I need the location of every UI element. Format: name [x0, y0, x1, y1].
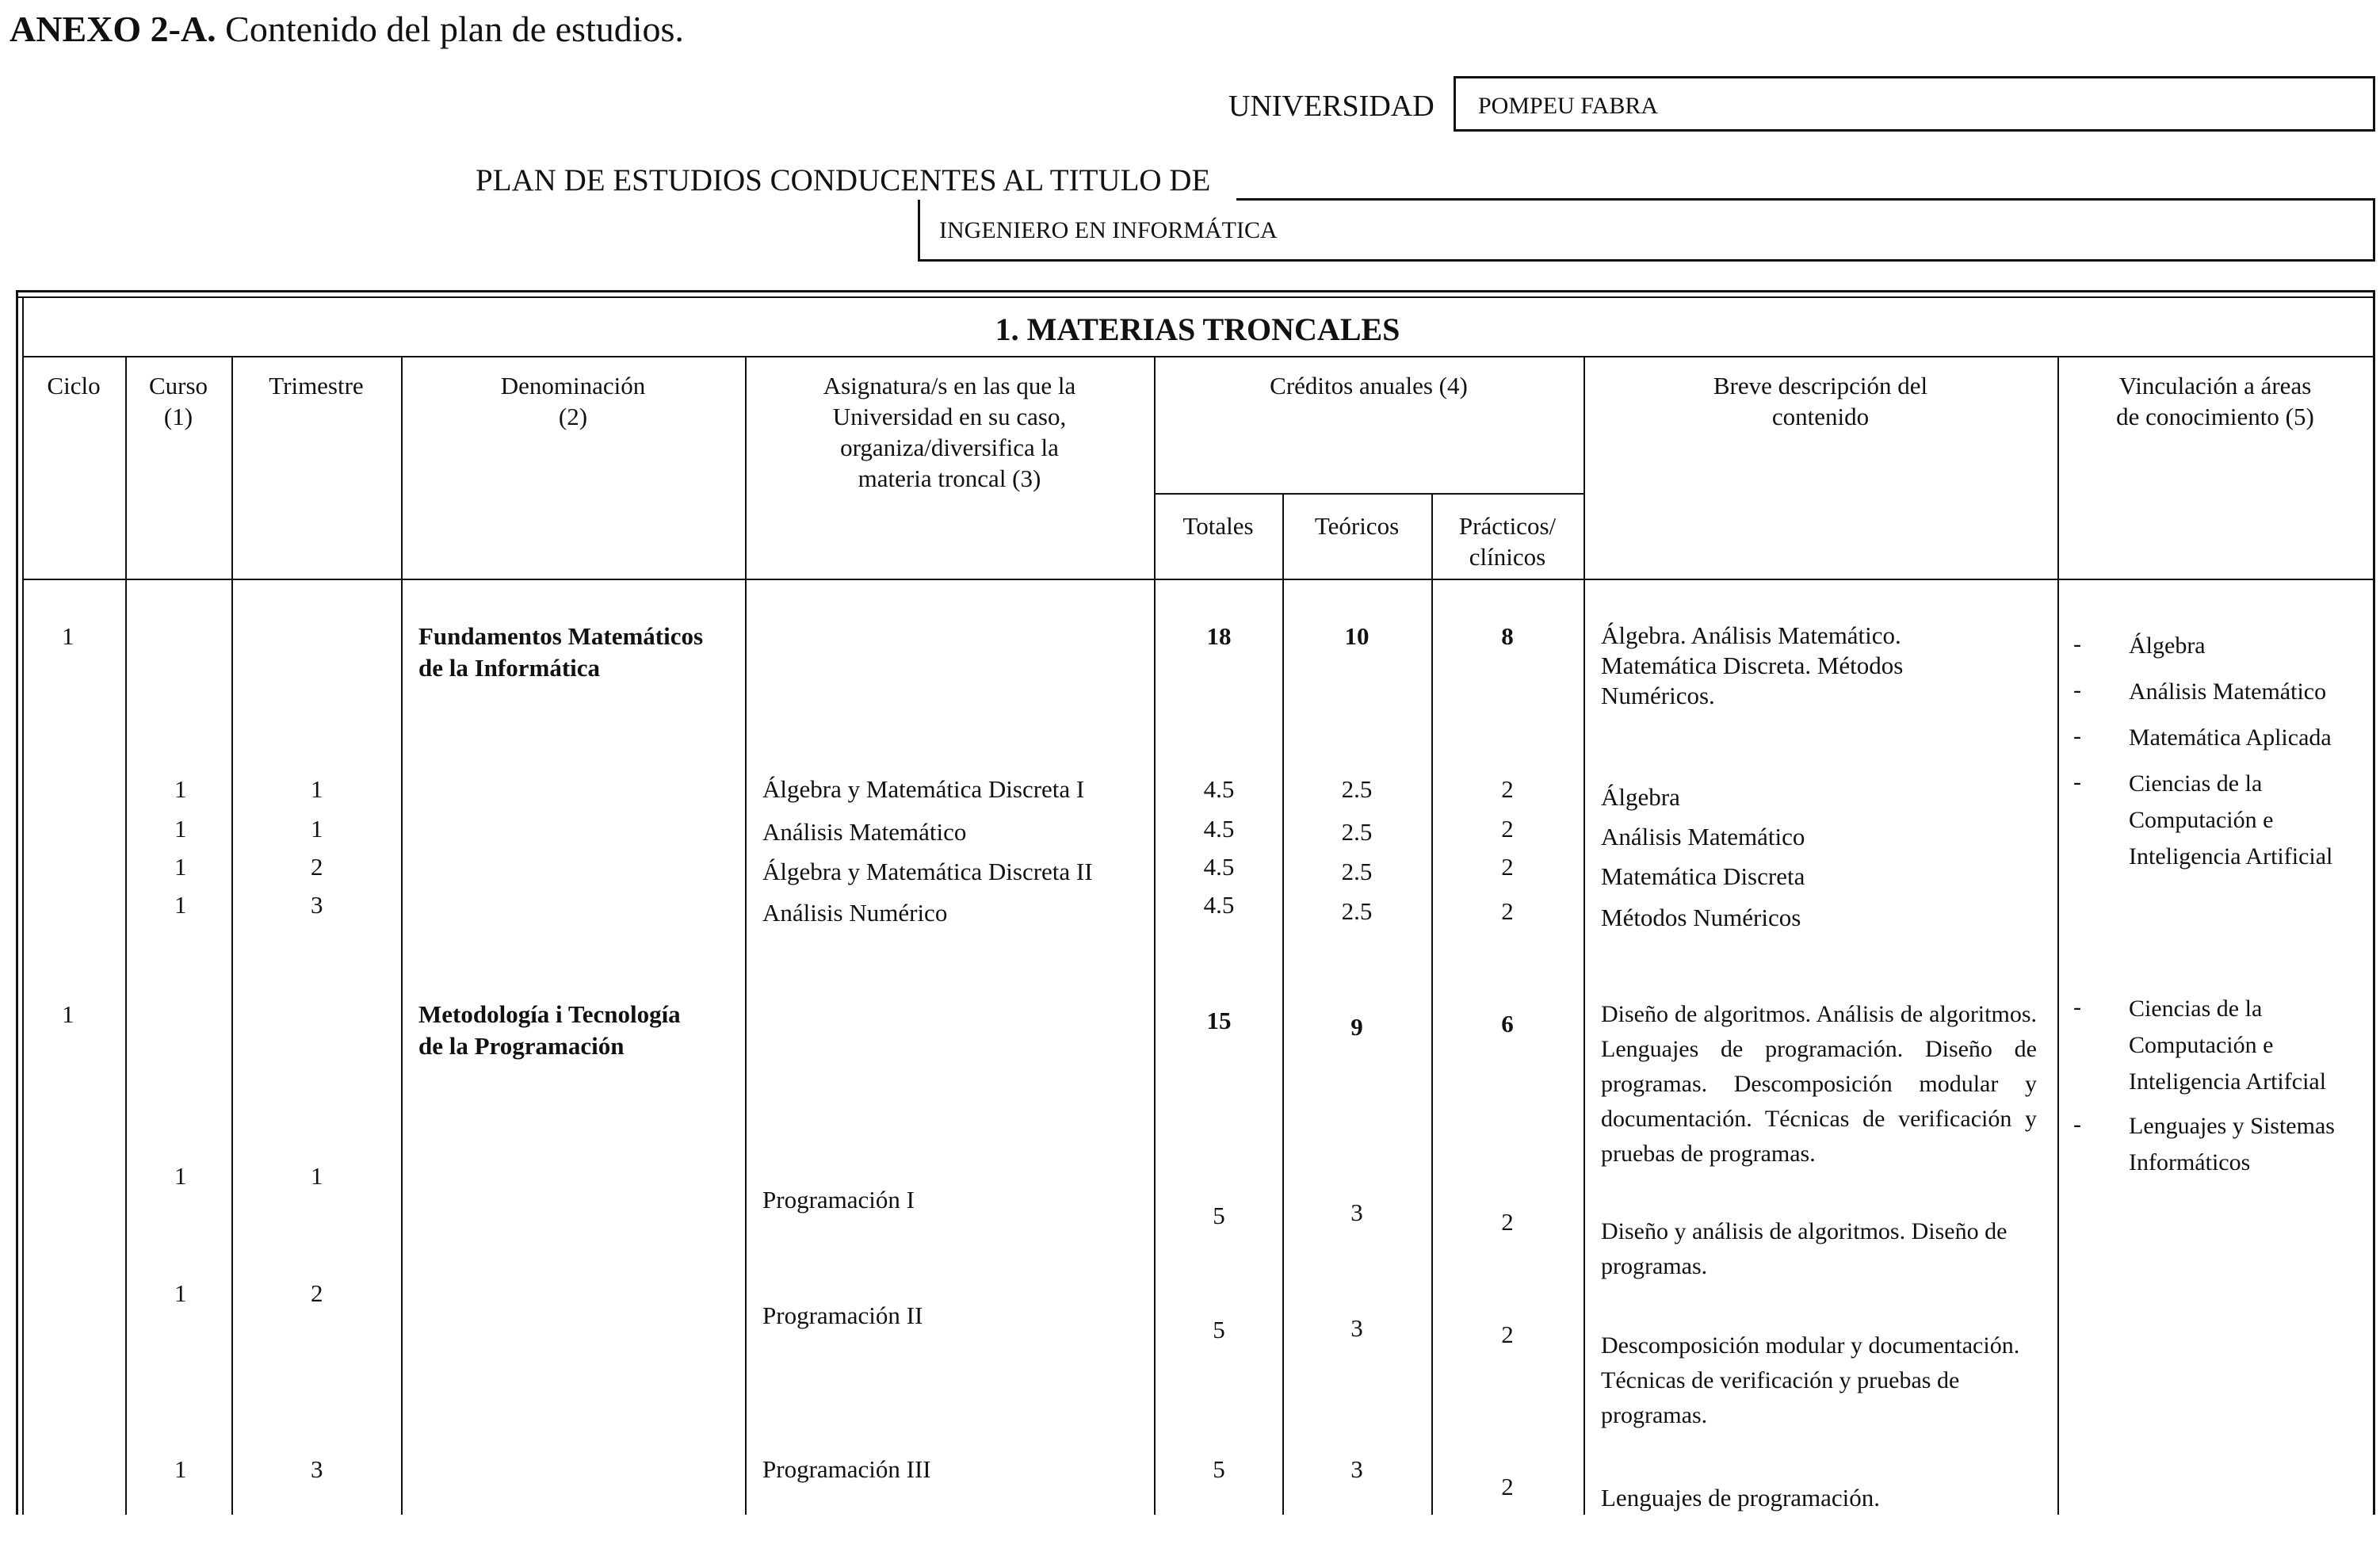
- table-row-descripcion: Descomposición modular y documentación. Técnicas de verificación y pruebas de programas.: [1601, 1332, 2020, 1428]
- col-rule-denominacion: [745, 356, 747, 1515]
- table-row-teoricos: 3: [1350, 1314, 1363, 1342]
- table-frame-right: [2373, 290, 2375, 1515]
- table-row-practicos: 2: [1501, 853, 1514, 881]
- table-row-practicos: 2: [1501, 1473, 1514, 1500]
- table-row-asignatura: Álgebra y Matemática Discreta I: [762, 775, 1085, 803]
- table-row-practicos: 2: [1501, 815, 1514, 843]
- group2-area-2: Lenguajes y Sistemas Informáticos: [2129, 1113, 2335, 1175]
- table-row-curso: 1: [174, 853, 187, 881]
- table-row-totales: 4.5: [1203, 853, 1235, 881]
- table-row-practicos: 2: [1501, 1320, 1514, 1348]
- col-header-curso: Curso (1): [148, 372, 208, 430]
- table-row-trimestre: 3: [311, 891, 323, 919]
- table-row-teoricos: 2.5: [1341, 858, 1373, 885]
- universidad-label: UNIVERSIDAD: [1228, 90, 1434, 123]
- group1-area-3: Matemática Aplicada: [2129, 724, 2332, 751]
- table-row-asignatura: Programación III: [762, 1455, 931, 1483]
- bullet-dash: -: [2073, 677, 2081, 703]
- table-row-practicos: 2: [1501, 897, 1514, 925]
- group2-denominacion: Metodología i Tecnología de la Programación: [418, 1000, 681, 1060]
- table-row-teoricos: 3: [1350, 1198, 1363, 1226]
- col-header-denominacion: Denominación (2): [500, 372, 646, 430]
- table-row-curso: 1: [174, 1279, 187, 1307]
- col-rule-curso: [231, 356, 233, 1515]
- table-row-totales: 5: [1213, 1455, 1225, 1483]
- table-row-trimestre: 1: [311, 775, 323, 803]
- col-rule-totales: [1282, 493, 1284, 1515]
- bullet-dash: -: [2073, 994, 2081, 1020]
- table-row-totales: 5: [1213, 1202, 1225, 1229]
- table-row-trimestre: 2: [311, 853, 323, 881]
- col-header-trimestre: Trimestre: [269, 372, 364, 399]
- col-rule-teoricos: [1431, 493, 1433, 1515]
- table-row-asignatura: Programación II: [762, 1301, 923, 1329]
- table-row-practicos: 2: [1501, 775, 1514, 803]
- group1-area-2: Análisis Matemático: [2129, 678, 2327, 705]
- group2-ciclo: 1: [62, 1000, 74, 1028]
- table-row-teoricos: 3: [1350, 1455, 1363, 1483]
- table-row-curso: 1: [174, 1455, 187, 1483]
- col-header-teoricos: Teóricos: [1314, 512, 1400, 540]
- table-row-totales: 4.5: [1203, 815, 1235, 843]
- header-rule-bottom: [22, 579, 2373, 580]
- table-row-asignatura: Análisis Matemático: [762, 818, 967, 846]
- group2-area-1: Ciencias de la Computación e Inteligencia Artifcial: [2129, 996, 2327, 1095]
- annex-subtitle: Contenido del plan de estudios.: [216, 9, 684, 49]
- group1-descripcion: Álgebra. Análisis Matemático. Matemática Discreta. Métodos Numéricos.: [1601, 621, 1904, 709]
- table-row-practicos: 2: [1501, 1208, 1514, 1236]
- col-header-ciclo: Ciclo: [47, 372, 101, 399]
- group1-teoricos: 10: [1344, 622, 1370, 650]
- bullet-dash: -: [2073, 723, 2081, 749]
- group2-totales: 15: [1206, 1007, 1232, 1034]
- bullet-dash: -: [2073, 1111, 2081, 1137]
- table-frame-top: [16, 290, 2375, 292]
- table-row-asignatura: Álgebra y Matemática Discreta II: [762, 858, 1093, 885]
- table-row-curso: 1: [174, 1162, 187, 1190]
- col-rule-ciclo: [125, 356, 127, 1515]
- bullet-dash: -: [2073, 769, 2081, 795]
- col-header-practicos: Prácticos/ clínicos: [1458, 512, 1557, 571]
- group1-ciclo: 1: [62, 622, 74, 650]
- table-row-asignatura: Programación I: [762, 1186, 915, 1213]
- group2-teoricos: 9: [1350, 1013, 1363, 1041]
- col-header-totales: Totales: [1182, 512, 1254, 540]
- table-row-totales: 4.5: [1203, 891, 1235, 919]
- table-row-trimestre: 1: [311, 815, 323, 843]
- group2-descripcion: Diseño de algoritmos. Análisis de algoritmos. Lenguajes de programación. Diseño de programas. Descomposición modular y documentación. Técnicas de verificación y pruebas de programas.: [1601, 1001, 2037, 1167]
- titulo-value: INGENIERO EN INFORMÁTICA: [918, 200, 2375, 262]
- table-row-descripcion: Diseño y análisis de algoritmos. Diseño de programas.: [1601, 1218, 2008, 1279]
- col-header-creditos: Créditos anuales (4): [1270, 372, 1468, 399]
- col-header-asignaturas: Asignatura/s en las que la Universidad en su caso, organiza/diversifica la materia troncal (3): [823, 372, 1076, 492]
- group1-totales: 18: [1206, 622, 1232, 650]
- header-rule-top: [22, 356, 2373, 357]
- col-rule-creditos: [1583, 356, 1585, 1515]
- universidad-value: POMPEU FABRA: [1454, 76, 2375, 132]
- col-rule-trimestre: [401, 356, 403, 1515]
- table-row-trimestre: 3: [311, 1455, 323, 1483]
- table-frame-left-inner: [22, 296, 24, 1515]
- table-row-totales: 5: [1213, 1316, 1225, 1343]
- annex-label: ANEXO 2-A.: [10, 9, 216, 49]
- table-row-trimestre: 2: [311, 1279, 323, 1307]
- table-row-teoricos: 2.5: [1341, 818, 1373, 846]
- section-title: 1. MATERIAS TRONCALES: [995, 311, 1400, 347]
- group1-practicos: 8: [1501, 622, 1514, 650]
- table-row-descripcion: Análisis Matemático: [1601, 823, 1805, 850]
- table-row-descripcion: Lenguajes de programación.: [1601, 1484, 1881, 1512]
- table-frame-left: [16, 290, 18, 1515]
- table-row-teoricos: 2.5: [1341, 775, 1373, 803]
- table-row-curso: 1: [174, 815, 187, 843]
- table-row-teoricos: 2.5: [1341, 897, 1373, 925]
- table-row-curso: 1: [174, 775, 187, 803]
- table-row-curso: 1: [174, 891, 187, 919]
- table-row-totales: 4.5: [1203, 775, 1235, 803]
- group1-denominacion: Fundamentos Matemáticos de la Informática: [418, 622, 704, 682]
- table-frame-top-inner: [16, 296, 2375, 298]
- group1-area-4: Ciencias de la Computación e Inteligencia Artificial: [2129, 770, 2333, 869]
- bullet-dash: -: [2073, 631, 2081, 657]
- plan-label: PLAN DE ESTUDIOS CONDUCENTES AL TITULO DE: [476, 163, 1211, 197]
- group2-practicos: 6: [1501, 1010, 1514, 1038]
- table-row-trimestre: 1: [311, 1162, 323, 1190]
- col-header-descripcion: Breve descripción del contenido: [1713, 372, 1928, 430]
- group1-area-1: Álgebra: [2129, 633, 2206, 659]
- col-header-vinculacion: Vinculación a áreas de conocimiento (5): [2116, 372, 2314, 430]
- table-row-descripcion: Matemática Discreta: [1601, 862, 1805, 890]
- table-row-descripcion: Álgebra: [1601, 783, 1680, 811]
- annex-title: [10, 8, 684, 50]
- table-row-asignatura: Análisis Numérico: [762, 899, 948, 927]
- creditos-subrule: [1154, 493, 1583, 495]
- col-rule-descripcion: [2057, 356, 2059, 1515]
- table-row-descripcion: Métodos Numéricos: [1601, 904, 1801, 931]
